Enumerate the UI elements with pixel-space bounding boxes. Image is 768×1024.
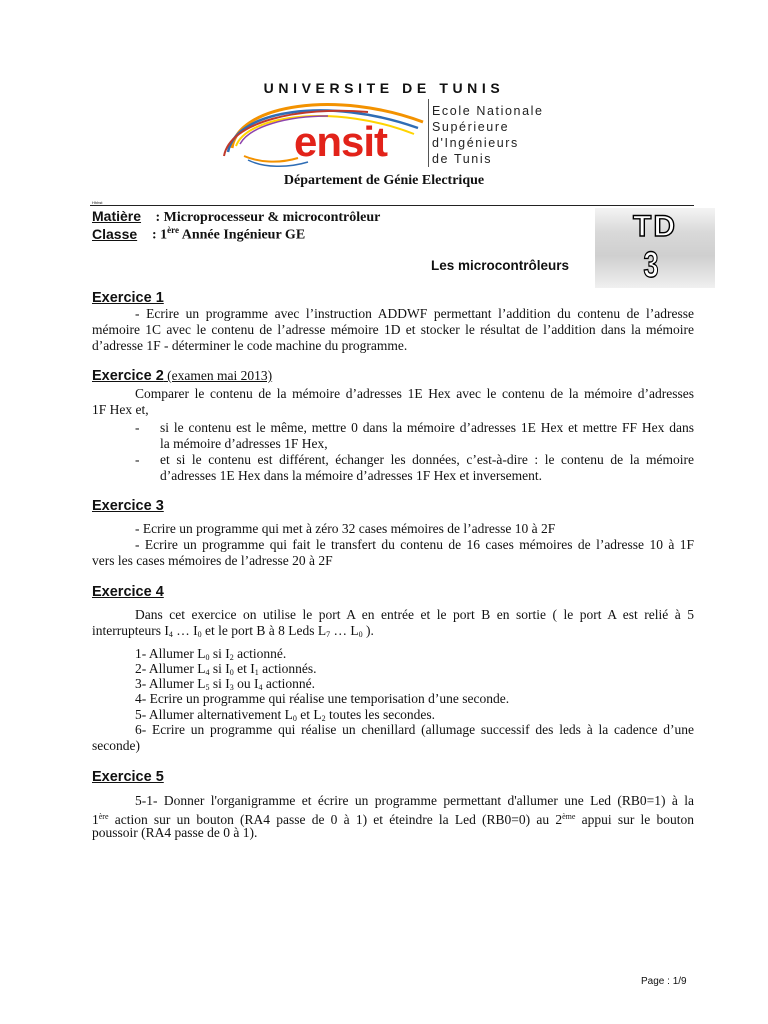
i2-c: si I [209,661,230,676]
i2-e: et I [233,661,255,676]
i1-e: actionné. [233,646,287,661]
intro-2-e: et le port B à 8 Leds L [201,623,327,638]
classe-prefix: : 1 [152,227,168,243]
exercise-3-title: Exercice 3 [92,498,164,514]
intro-2-d: 0 [197,630,202,639]
exercise-2-title [92,368,272,384]
exercise-3-line-1: - Ecrire un programme qui met à zéro 32 cases mémoires de l’adresse 10 à 2F [135,521,556,536]
i2-a: 2- Allumer L [135,661,206,676]
i1-c: si I [209,646,230,661]
i3-a: 3- Allumer L [135,676,206,691]
i2-f: 1 [254,668,259,677]
i1-d: 2 [229,653,234,662]
exercise-4-title: Exercice 4 [92,584,164,600]
td-label: TD [633,210,677,243]
td-badge [595,208,715,288]
tiny-label: Hhhst [92,200,103,205]
exercise-3-line-2: - Ecrire un programme qui fait le transfert du contenu de 16 cases mémoires de l’adresse 10 à 1F [135,537,694,552]
school-line-2: Supérieure [432,120,510,134]
e5-l2-d: ème [562,812,576,821]
exercise-1-title: Exercice 1 [92,290,164,306]
exercise-4-intro-2 [92,623,694,643]
exercise-4-item-6-line-1: 6- Ecrire un programme qui réalise un chenillard (allumage successif des leds à la cadence d’une [135,722,694,737]
i1-a: 1- Allumer L [135,646,206,661]
i5-c: et L [296,707,322,722]
exercise-1-line-1: - Ecrire un programme avec l’instruction ADDWF permettant l’addition du contenu de l’adresse [135,306,694,321]
e5-l2-b: ère [98,812,109,821]
exercise-2-bullet-1-line-1: si le contenu est le même, mettre 0 dans la mémoire d’adresses 1E Hex et mettre FF Hex dans [160,420,694,435]
exercise-5-title: Exercice 5 [92,769,164,785]
exercise-1-line-3: d’adresse 1F - déterminer le code machine du programme. [92,338,408,353]
exercise-5-line-1: 5-1- Donner l'organigramme et écrire un programme permettant d'allumer une Led (RB0=1) à la [135,793,694,808]
matiere-key: Matière [92,208,142,224]
school-line-3: d'Ingénieurs [432,136,519,150]
e5-l2-e: appui sur le bouton [575,812,694,827]
classe-sup: ère [167,225,179,235]
i5-d: 2 [321,714,326,723]
i1-b: 0 [205,653,210,662]
ensit-logo [218,96,428,170]
i3-c: si I [209,676,230,691]
i3-d: 3 [229,683,234,692]
matiere-value: : Microprocesseur & microcontrôleur [155,210,381,225]
exercise-2-title-text: Exercice 2 [92,368,164,384]
meta-matiere [92,208,380,226]
exercise-2-bullet-1-line-2: la mémoire d’adresses 1F Hex, [160,436,328,451]
exercise-2-line-1: Comparer le contenu de la mémoire d’adresses 1E Hex avec le contenu de la mémoire d’adresses [135,386,694,401]
subject-title: Les microcontrôleurs [431,258,570,273]
page-number: Page : 1/9 [641,976,687,987]
classe-key: Classe [92,225,138,242]
e5-l2-a: 1 [92,812,99,827]
header-rule [90,205,694,206]
exercise-2-bullet-2-line-1: et si le contenu est différent, échanger les données, c’est-à-dire : le contenu de la mémoire [160,452,694,467]
logo-divider [428,99,429,167]
school-name [432,103,544,167]
i5-e: toutes les secondes. [325,707,436,722]
i3-e: ou I [233,676,259,691]
university-title: UNIVERSITE DE TUNIS [263,80,505,96]
e5-l2-c: action sur un bouton (RA4 passe de 0 à 1) et éteindre la Led (RB0=0) au 2 [108,812,563,827]
i3-f: 4 [258,683,263,692]
i3-b: 5 [205,683,210,692]
td-number: 3 [643,244,659,285]
intro-2-a: interrupteurs I [92,623,169,638]
school-line-4: de Tunis [432,152,493,166]
exercise-2-line-2: 1F Hex et, [92,402,149,417]
i5-a: 5- Allumer alternativement L [135,707,293,722]
intro-2-c: … I [172,623,198,638]
exercise-3-line-3: vers les cases mémoires de l’adresse 20 à 2F [92,553,333,568]
exercise-4-item-4: 4- Ecrire un programme qui réalise une temporisation d’une seconde. [135,691,510,706]
i2-d: 0 [229,668,234,677]
i5-b: 0 [292,714,297,723]
i3-g: actionné. [262,676,315,691]
intro-2-g: … L [330,623,359,638]
intro-2-h: 0 [358,630,363,639]
exercise-1-line-2: mémoire 1C avec le contenu de l’adresse mémoire 1D et stocker le résultat de l’addition dans la mémoire [92,322,694,337]
exercise-4-item-6-line-2: seconde) [92,738,140,753]
intro-2-i: ). [362,623,374,638]
exercise-2-note: (examen mai 2013) [163,368,273,383]
i2-b: 4 [205,668,210,677]
i2-g: actionnés. [258,661,317,676]
intro-2-b: 4 [168,630,173,639]
classe-rest: Année Ingénieur GE [179,227,306,243]
exercise-4-intro-1: Dans cet exercice on utilise le port A en entrée et le port B en sortie ( le port A est relié à 5 [135,607,694,622]
school-line-1: Ecole Nationale [432,104,544,118]
meta-classe [92,225,305,244]
logo-wordmark: ensit [294,118,388,165]
exercise-5-line-3: poussoir (RA4 passe de 0 à 1). [92,825,258,840]
exercise-2-bullet-2-line-2: d’adresses 1E Hex dans la mémoire d’adresses 1F Hex et inversement. [160,468,543,483]
department-title: Département de Génie Electrique [283,173,485,188]
intro-2-f: 7 [326,630,331,639]
bullet-dash-2: - [135,452,140,467]
bullet-dash-1: - [135,420,140,435]
